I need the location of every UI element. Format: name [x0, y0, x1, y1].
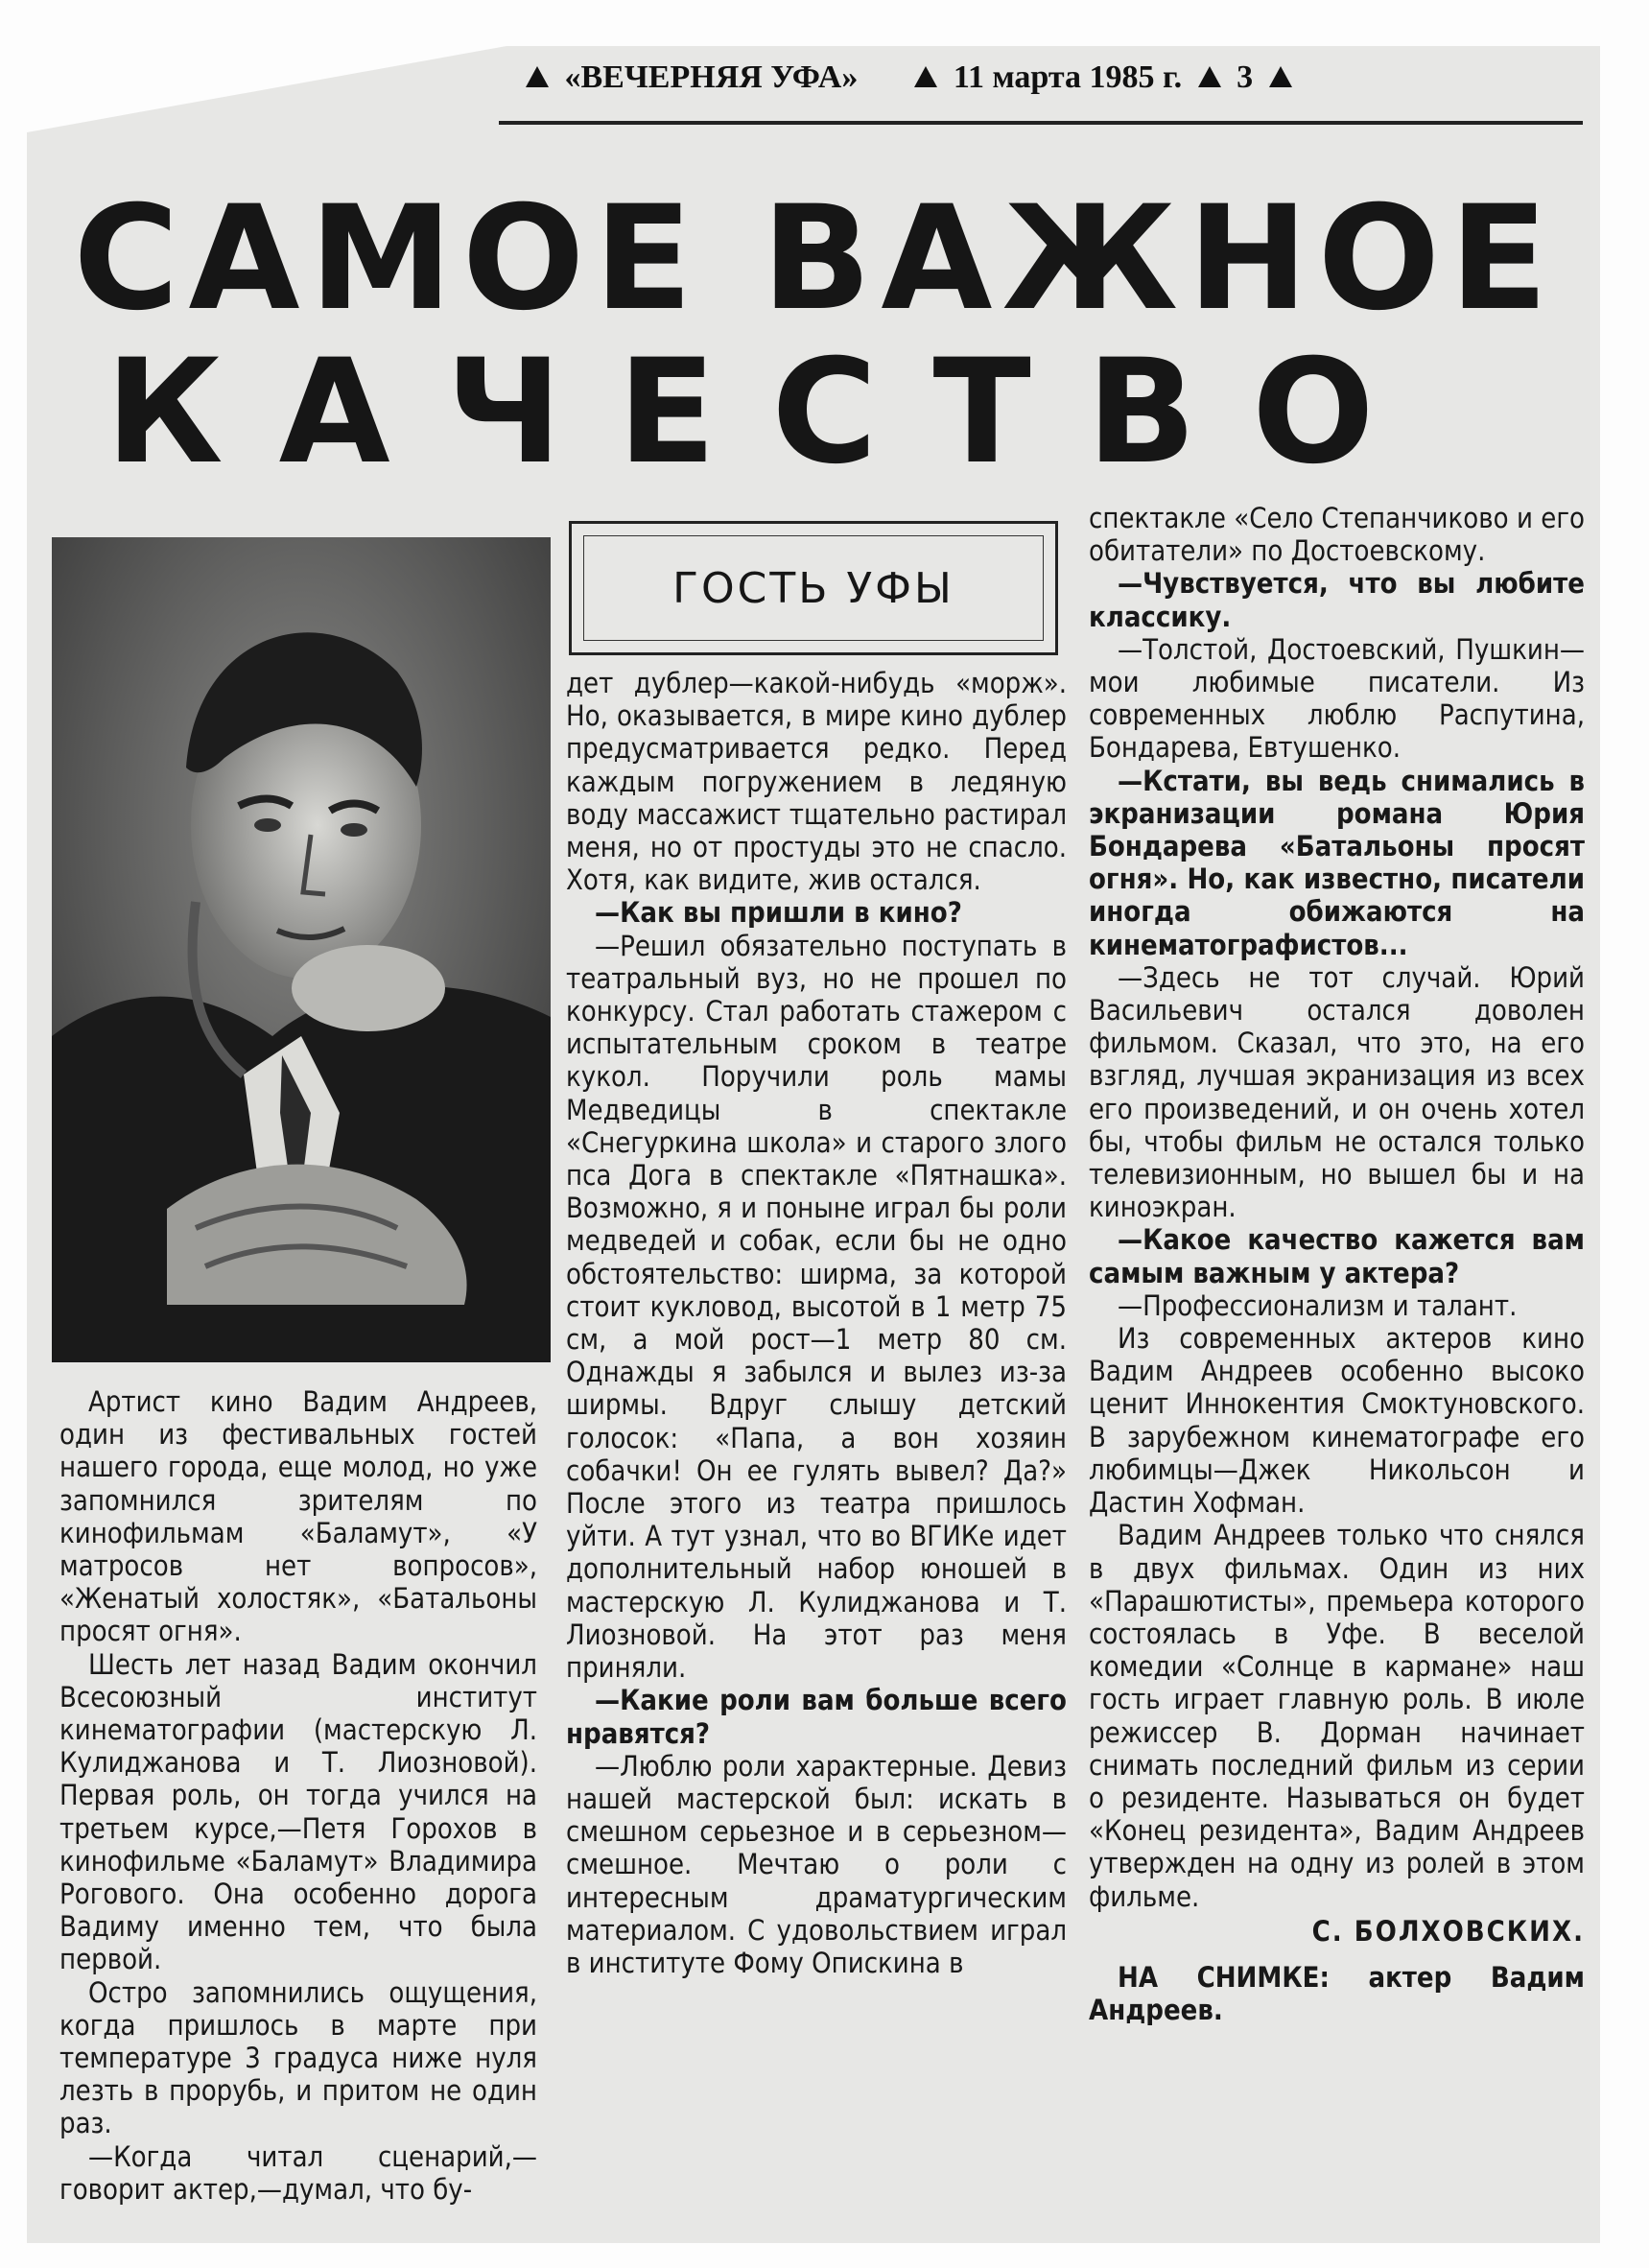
triangle-icon: [1198, 66, 1221, 87]
interview-question: —Как вы пришли в кино?: [595, 896, 962, 930]
headline-line-1: САМОЕ ВАЖНОЕ: [73, 176, 1558, 343]
interview-question: —Кстати, вы ведь снимались в экранизации романа Юрия Бондарева «Батальоны просят огня». Но, как известно, писатели иногда обижаются на кинематографистов...: [1089, 764, 1585, 961]
paragraph: спектакле «Село Степанчиково и его обитатели» по Достоевскому.: [1089, 502, 1585, 568]
paragraph: Вадим Андреев только что снялся в двух фильмах. Один из них «Парашютисты», премьера которого состоялась в Уфе. В веселой комедии «Солнце в кармане» наш гость играет главную роль. В июле режиссер В. Дорман начинает снимать последний фильм из серии о резиденте. Называться он будет «Конец резидента», Вадим Андреев утвержден на одну из ролей в этом фильме.: [1089, 1519, 1585, 1913]
interview-question: —Какое качество кажется вам самым важным у актера?: [1089, 1223, 1585, 1289]
interview-question: —Чувствуется, что вы любите классику.: [1089, 567, 1585, 633]
article-column-1: [59, 1385, 537, 2206]
paragraph: Из современных актеров кино Вадим Андреев особенно высоко ценит Иннокентия Смоктуновского. В зарубежном кинематографе его любимцы—Джек Никольсон и Дастин Хофман.: [1089, 1322, 1585, 1520]
rubric-inner-frame: [583, 535, 1044, 641]
paragraph: —Профессионализм и талант.: [1118, 1288, 1518, 1322]
portrait-illustration: [52, 537, 551, 1362]
masthead-date: 11 марта 1985 г.: [953, 59, 1183, 95]
triangle-icon: [1269, 66, 1292, 87]
paragraph: —Здесь не тот случай. Юрий Васильевич остался доволен фильмом. Сказал, что это, на его взгляд, лучшая экранизация из всех его произведений, и он очень хотел бы, чтобы фильм не остался только телевизионным, но вышел бы и на киноэкран.: [1089, 960, 1585, 1224]
masthead-paper-name: «ВЕЧЕРНЯЯ УФА»: [564, 59, 859, 95]
article-column-2: [566, 667, 1067, 1979]
paragraph: Шесть лет назад Вадим окончил Всесоюзный институт кинематографии (мастерскую Л. Кулиджанова и Т. Лиозновой). Первая роль, он тогда учился на третьем курсе,—Петя Горохов в кинофильме «Баламут» Владимира Рогового. Она особенно дорога Вадиму именно тем, что была первой.: [59, 1647, 537, 1976]
headline-line-2: КАЧЕСТВО: [106, 329, 1430, 496]
photo-caption: НА СНИМКЕ: актер Вадим Андреев.: [1089, 1960, 1585, 2027]
masthead-rule: [499, 121, 1583, 125]
paragraph: —Решил обязательно поступать в театральный вуз, но не прошел по конкурсу. Стал работать стажером с испытательным сроком в театре кукол. Поручили роль мамы Медведицы в спектакле «Снегуркина школа» и старого злого пса Дога в спектакле «Пятнашка». Возможно, я и поныне играл бы роли медведей и собак, если бы не одно обстоятельство: ширма, за которой стоит кукловод, высотой в 1 метр 75 см, а мой рост—1 метр 80 см. Однажды я забылся и вылез из-за ширмы. Вдруг слышу детский голосок: «Папа, а вон хозяин собачки! Он ее гулять вывел? Да?» После этого из театра пришлось уйти. А тут узнал, что во ВГИКе идет дополнительный набор юношей в мастерскую Л. Кулиджанова и Т. Лиозновой. На этот раз меня приняли.: [566, 929, 1067, 1685]
paragraph: Артист кино Вадим Андреев, один из фестивальных гостей нашего города, еще молод, но уже запомнился зрителям по кинофильмам «Баламут», «У матросов нет вопросов», «Женатый холостяк», «Батальоны просят огня».: [59, 1385, 537, 1648]
masthead-page-number: 3: [1237, 59, 1254, 95]
article-column-3: [1089, 502, 1585, 2026]
portrait-photo: [52, 537, 551, 1362]
interview-question: —Какие роли вам больше всего нравятся?: [566, 1684, 1067, 1750]
rubric-title: ГОСТЬ УФЫ: [672, 563, 954, 613]
rubric-box: [569, 521, 1058, 655]
triangle-icon: [526, 66, 549, 87]
masthead: [518, 59, 1583, 117]
triangle-icon: [914, 66, 937, 87]
paragraph: —Когда читал сценарий,—говорит актер,—думал, что бу-: [59, 2139, 537, 2206]
paragraph: дет дублер—какой-нибудь «морж». Но, оказывается, в мире кино дублер предусматривается редко. Перед каждым погружением в ледяную воду массажист тщательно растирал меня, но от простуды это не спасло. Хотя, как видите, жив остался.: [566, 667, 1067, 897]
torn-corner: [27, 46, 506, 132]
paragraph: —Люблю роли характерные. Девиз нашей мастерской был: искать в смешном серьезное и в серьезном—смешное. Мечтаю о роли с интересным драматургическим материалом. С удовольствием играл в институте Фому Опискина в: [566, 1749, 1067, 1979]
paragraph: —Толстой, Достоевский, Пушкин—мои любимые писатели. Из современных люблю Распутина, Бондарева, Евтушенко.: [1089, 632, 1585, 765]
author-signature: С. БОЛХОВСКИХ.: [1311, 1914, 1585, 1948]
paragraph: Остро запомнились ощущения, когда пришлось в марте при температуре 3 градуса ниже нуля лезть в прорубь, и притом не один раз.: [59, 1975, 537, 2140]
